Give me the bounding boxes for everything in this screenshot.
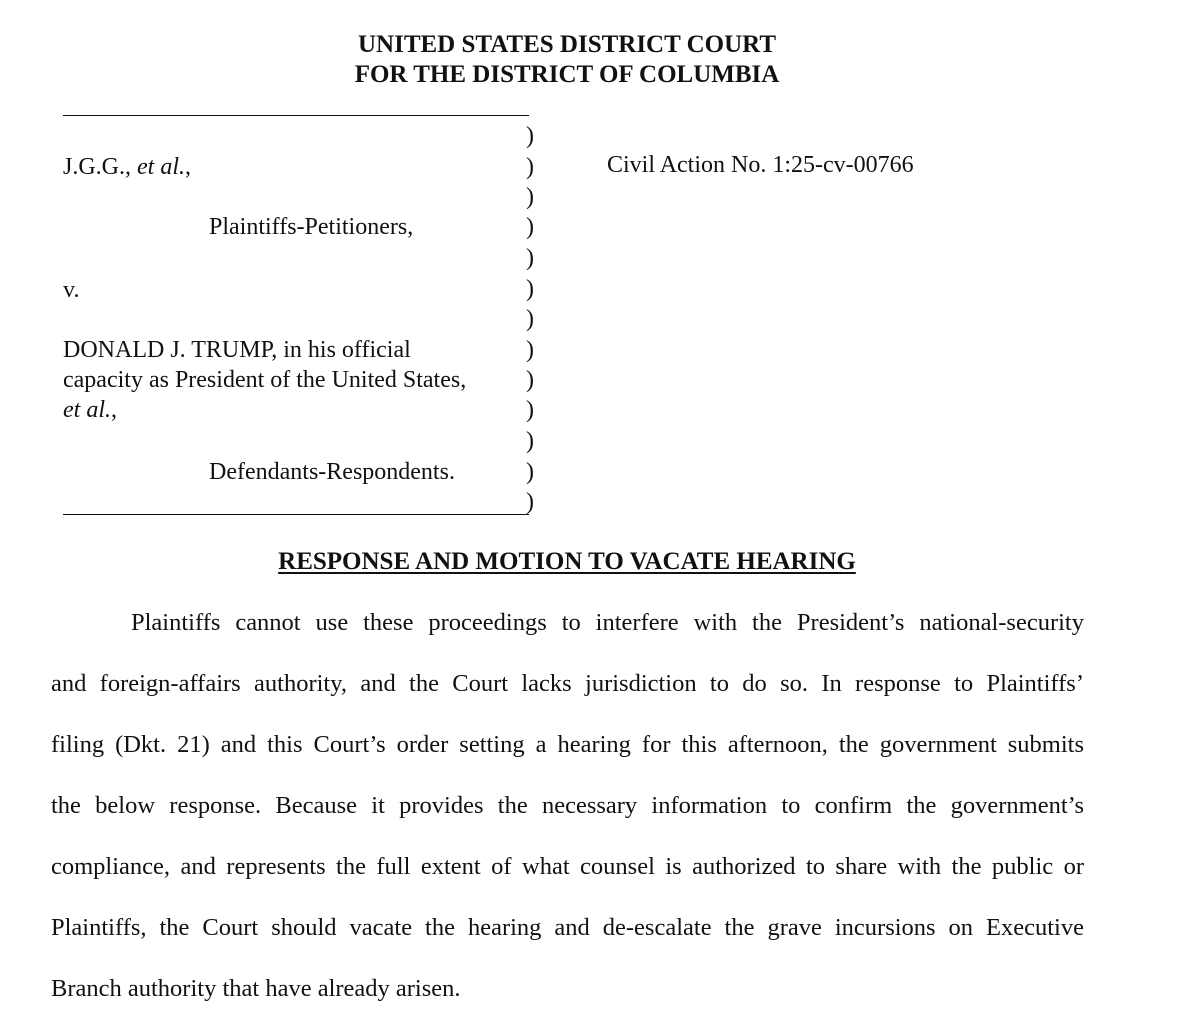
civil-action-number: Civil Action No. 1:25-cv-00766 <box>607 152 914 178</box>
caption-paren: ) <box>526 276 534 302</box>
paragraph-line: Branch authority that have already arisen. <box>51 975 461 1002</box>
paragraph-line: and foreign-affairs authority, and the Court lacks jurisdiction to do so. In response to Plaintiffs’ <box>51 670 1084 697</box>
paragraph-line: Plaintiffs cannot use these proceedings to interfere with the President’s national-security <box>131 609 1084 636</box>
defendant-et-al: et al. <box>63 397 111 423</box>
caption-paren: ) <box>526 306 534 332</box>
caption-paren: ) <box>526 459 534 485</box>
caption-paren: ) <box>526 245 534 271</box>
plaintiff-et-al: et al. <box>137 154 186 180</box>
document-heading: RESPONSE AND MOTION TO VACATE HEARING <box>278 548 856 575</box>
caption-paren: ) <box>526 123 534 149</box>
defendant-line-1: DONALD J. TRUMP, in his official <box>63 337 411 363</box>
defendant-line-2: capacity as President of the United States, <box>63 367 467 393</box>
plaintiff-comma: , <box>185 154 192 180</box>
caption-paren: ) <box>526 428 534 454</box>
caption-paren: ) <box>526 337 534 363</box>
caption-paren: ) <box>526 489 534 515</box>
court-name-line: UNITED STATES DISTRICT COURT <box>358 31 776 58</box>
court-district-line: FOR THE DISTRICT OF COLUMBIA <box>354 61 780 88</box>
defendant-role: Defendants-Respondents. <box>209 459 455 485</box>
paragraph-line: Plaintiffs, the Court should vacate the hearing and de-escalate the grave incursions on Executive <box>51 914 1084 941</box>
caption-paren: ) <box>526 367 534 393</box>
plaintiff-name-text: J.G.G., <box>63 154 138 180</box>
paragraph-line: compliance, and represents the full extent of what counsel is authorized to share with the public or <box>51 853 1084 880</box>
caption-bottom-rule <box>63 514 529 515</box>
plaintiff-name <box>63 152 191 182</box>
caption-paren: ) <box>526 154 534 180</box>
caption-paren: ) <box>526 397 534 423</box>
versus-label: v. <box>63 277 80 303</box>
caption-paren: ) <box>526 214 534 240</box>
caption-paren: ) <box>526 184 534 210</box>
defendant-et-al-line <box>63 395 117 425</box>
paragraph-line: the below response. Because it provides the necessary information to confirm the government’s <box>51 792 1084 819</box>
caption-top-rule <box>63 115 529 116</box>
defendant-comma: , <box>111 397 117 423</box>
plaintiff-role: Plaintiffs-Petitioners, <box>209 214 414 240</box>
paragraph-line: filing (Dkt. 21) and this Court’s order setting a hearing for this afternoon, the government submits <box>51 731 1084 758</box>
